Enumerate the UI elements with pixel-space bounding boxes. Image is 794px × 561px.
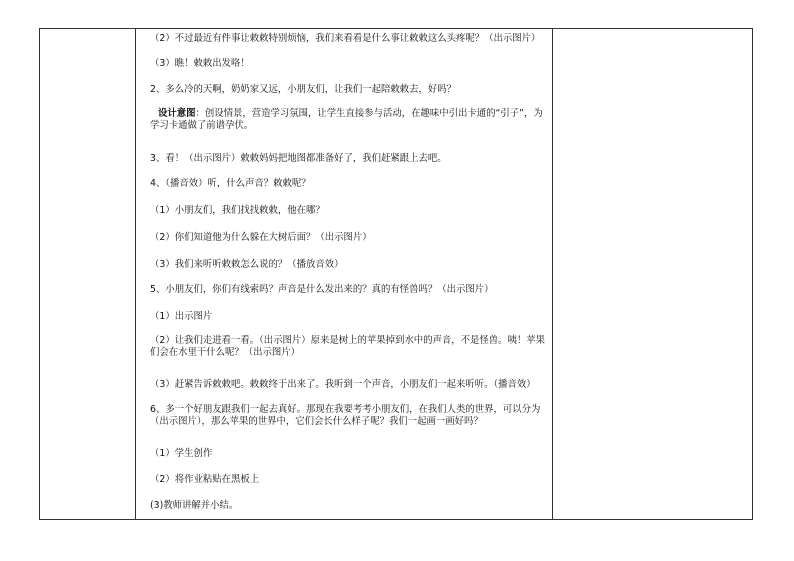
design-intent-text: ：创设情景，营造学习氛围，让学生直接参与活动，在趣味中引出卡通的“引子”，为学习卡通做了前谱孕伏。 [150, 108, 543, 131]
step-6-3-text: (3)教师讲解并小结。 [150, 500, 239, 511]
step-5-text: 5、小朋友们，你们有线索吗？声音是什么发出来的？真的有怪兽吗？（出示图片） [150, 284, 494, 295]
step-5-2-text: （2）让我们走进看一看。（出示图片）原来是树上的苹果掉到水中的声音，不是怪兽。咦！苹果们会在水里干什么呢？（出示图片） [150, 335, 546, 358]
design-intent-label: 设计意图 [158, 108, 196, 119]
step-4-1-text: （1）小朋友们，我们找找敕敕，他在哪？ [150, 205, 325, 216]
step-5-1-text: （1）出示图片 [150, 311, 213, 322]
step-4-2-text: （2）你们知道他为什么躲在大树后面？（出示图片） [150, 232, 372, 243]
step-4-3-text: （3）我们来听听敕敕怎么说的？（播放音效） [150, 259, 344, 270]
step-3-text: 3、看！（出示图片）敕敕妈妈把地图都准备好了，我们赶紧跟上去吧。 [150, 153, 447, 164]
lesson-table [39, 28, 753, 520]
step-6-1-text: （1）学生创作 [150, 448, 213, 459]
step-2-3-text: （3）瞧！敕敕出发咯！ [150, 58, 250, 69]
table-left-column [40, 29, 136, 519]
step-6-text: 6、多一个好朋友跟我们一起去真好。那现在我要考考小朋友们，在我们人类的世界，可以分为（出示图片），那么苹果的世界中，它们会长什么样子呢？我们一起画一画好吗？ [150, 404, 541, 427]
step-6-2-text: （2）将作业粘贴在黑板上 [150, 474, 260, 485]
lesson-content-cell [136, 29, 554, 519]
step-2-2-text: （2）不过最近有件事让敕敕特别烦恼，我们来看看是什么事让敕敕这么头疼呢？（出示图片） [150, 33, 541, 44]
step-5-3-text: （3）赶紧告诉敕敕吧。敕敕终于出来了。我听到一个声音，小朋友们一起来听听。（播音效） [150, 379, 536, 390]
design-intent-paragraph [150, 108, 550, 132]
step-2-text: 2、多么冷的天啊，奶奶家又远，小朋友们，让我们一起陪敕敕去，好吗？ [150, 84, 456, 95]
table-right-column [552, 29, 752, 519]
step-4-text: 4、（播音效）听，什么声音？敕敕呢？ [150, 178, 311, 189]
